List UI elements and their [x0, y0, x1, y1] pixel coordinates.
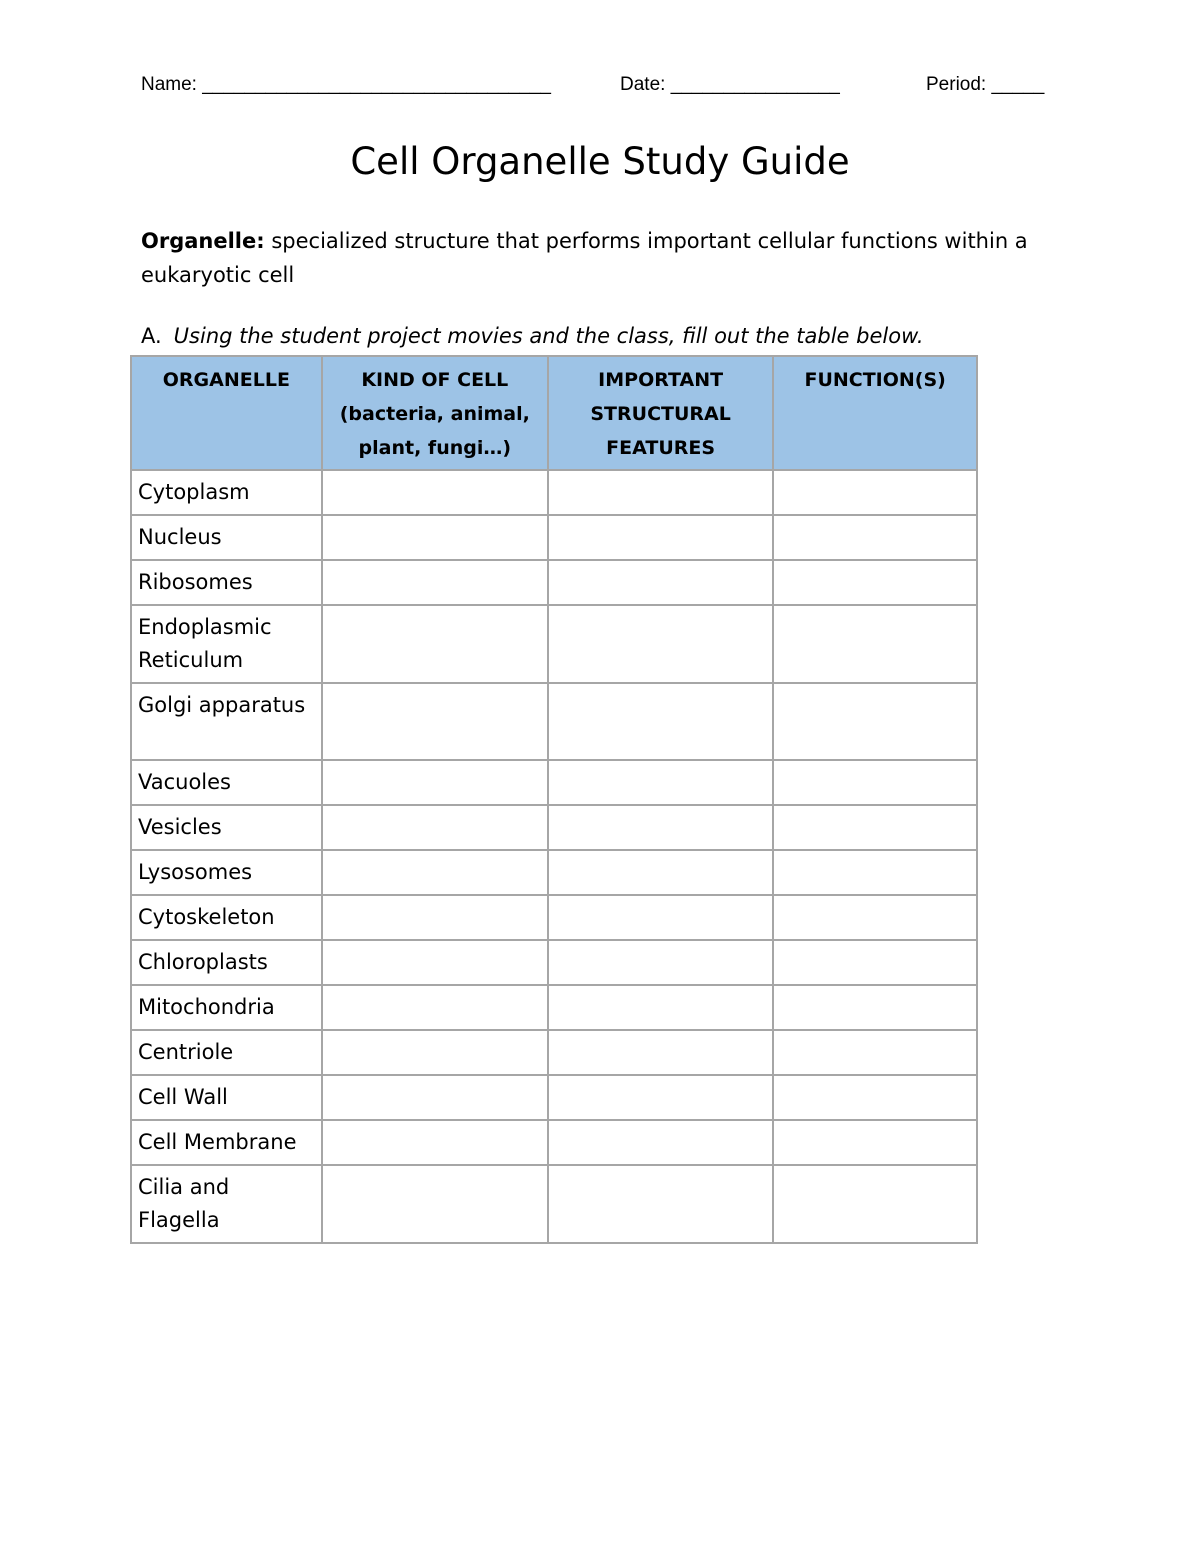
table-row — [131, 683, 977, 760]
functions-cell[interactable] — [773, 605, 977, 683]
functions-cell[interactable] — [773, 985, 977, 1030]
table-row — [131, 805, 977, 850]
organelle-name: Cytoskeleton — [131, 895, 322, 940]
organelle-name: Cell Wall — [131, 1075, 322, 1120]
functions-cell[interactable] — [773, 470, 977, 515]
period-field[interactable]: Period: _____ — [926, 74, 1045, 95]
functions-cell[interactable] — [773, 895, 977, 940]
kind-of-cell-cell[interactable] — [322, 605, 548, 683]
structural-features-cell[interactable] — [548, 560, 773, 605]
table-row — [131, 1120, 977, 1165]
structural-features-cell[interactable] — [548, 1120, 773, 1165]
organelle-name: Mitochondria — [131, 985, 322, 1030]
definition-term: Organelle: — [141, 229, 265, 253]
organelle-name: Golgi apparatus — [131, 683, 322, 760]
kind-of-cell-cell[interactable] — [322, 850, 548, 895]
student-info-line — [141, 74, 1061, 100]
kind-of-cell-cell[interactable] — [322, 805, 548, 850]
column-header-structural-features: IMPORTANT STRUCTURAL FEATURES — [548, 356, 773, 470]
structural-features-cell[interactable] — [548, 940, 773, 985]
structural-features-cell[interactable] — [548, 1030, 773, 1075]
structural-features-cell[interactable] — [548, 605, 773, 683]
functions-cell[interactable] — [773, 1165, 977, 1243]
page-title: Cell Organelle Study Guide — [350, 140, 850, 183]
kind-of-cell-cell[interactable] — [322, 940, 548, 985]
table-row — [131, 1030, 977, 1075]
functions-cell[interactable] — [773, 683, 977, 760]
name-field[interactable]: Name: _________________________________ — [141, 74, 551, 95]
organelle-name: Vacuoles — [131, 760, 322, 805]
table-header-row — [131, 356, 977, 470]
structural-features-cell[interactable] — [548, 985, 773, 1030]
table-row — [131, 760, 977, 805]
instruction-text: Using the student project movies and the class, fill out the table below. — [173, 324, 924, 348]
table-row — [131, 895, 977, 940]
organelle-name: Vesicles — [131, 805, 322, 850]
structural-features-cell[interactable] — [548, 850, 773, 895]
kind-of-cell-cell[interactable] — [322, 560, 548, 605]
table-row — [131, 940, 977, 985]
column-header-functions: FUNCTION(S) — [773, 356, 977, 470]
organelle-name: Cilia and Flagella — [131, 1165, 322, 1243]
structural-features-cell[interactable] — [548, 470, 773, 515]
column-header-kind-of-cell: KIND OF CELL (bacteria, animal, plant, fungi…) — [322, 356, 548, 470]
organelle-name: Lysosomes — [131, 850, 322, 895]
table-row — [131, 1075, 977, 1120]
functions-cell[interactable] — [773, 850, 977, 895]
kind-of-cell-cell[interactable] — [322, 985, 548, 1030]
column-header-organelle: ORGANELLE — [131, 356, 322, 470]
date-field[interactable]: Date: ________________ — [620, 74, 840, 95]
kind-of-cell-cell[interactable] — [322, 683, 548, 760]
structural-features-cell[interactable] — [548, 515, 773, 560]
kind-of-cell-cell[interactable] — [322, 1165, 548, 1243]
table-row — [131, 850, 977, 895]
functions-cell[interactable] — [773, 1120, 977, 1165]
kind-of-cell-cell[interactable] — [322, 470, 548, 515]
kind-of-cell-cell[interactable] — [322, 760, 548, 805]
organelle-name: Chloroplasts — [131, 940, 322, 985]
organelle-table — [130, 355, 978, 1244]
functions-cell[interactable] — [773, 760, 977, 805]
organelle-name: Ribosomes — [131, 560, 322, 605]
organelle-name: Endoplasmic Reticulum — [131, 605, 322, 683]
table-row — [131, 560, 977, 605]
table-row — [131, 470, 977, 515]
definition-text: specialized structure that performs important cellular functions within a eukaryotic cell — [141, 229, 1028, 287]
structural-features-cell[interactable] — [548, 1075, 773, 1120]
structural-features-cell[interactable] — [548, 760, 773, 805]
organelle-name: Nucleus — [131, 515, 322, 560]
functions-cell[interactable] — [773, 1030, 977, 1075]
structural-features-cell[interactable] — [548, 805, 773, 850]
functions-cell[interactable] — [773, 940, 977, 985]
organelle-definition — [141, 224, 1061, 292]
table-row — [131, 1165, 977, 1243]
functions-cell[interactable] — [773, 515, 977, 560]
organelle-name: Centriole — [131, 1030, 322, 1075]
functions-cell[interactable] — [773, 560, 977, 605]
organelle-name: Cell Membrane — [131, 1120, 322, 1165]
kind-of-cell-cell[interactable] — [322, 1120, 548, 1165]
kind-of-cell-cell[interactable] — [322, 515, 548, 560]
table-row — [131, 515, 977, 560]
kind-of-cell-cell[interactable] — [322, 1030, 548, 1075]
instruction-letter: A. — [141, 324, 162, 348]
structural-features-cell[interactable] — [548, 683, 773, 760]
kind-of-cell-cell[interactable] — [322, 895, 548, 940]
structural-features-cell[interactable] — [548, 895, 773, 940]
structural-features-cell[interactable] — [548, 1165, 773, 1243]
table-row — [131, 605, 977, 683]
organelle-name: Cytoplasm — [131, 470, 322, 515]
instruction-a — [141, 324, 1061, 348]
functions-cell[interactable] — [773, 805, 977, 850]
kind-of-cell-cell[interactable] — [322, 1075, 548, 1120]
table-row — [131, 985, 977, 1030]
functions-cell[interactable] — [773, 1075, 977, 1120]
